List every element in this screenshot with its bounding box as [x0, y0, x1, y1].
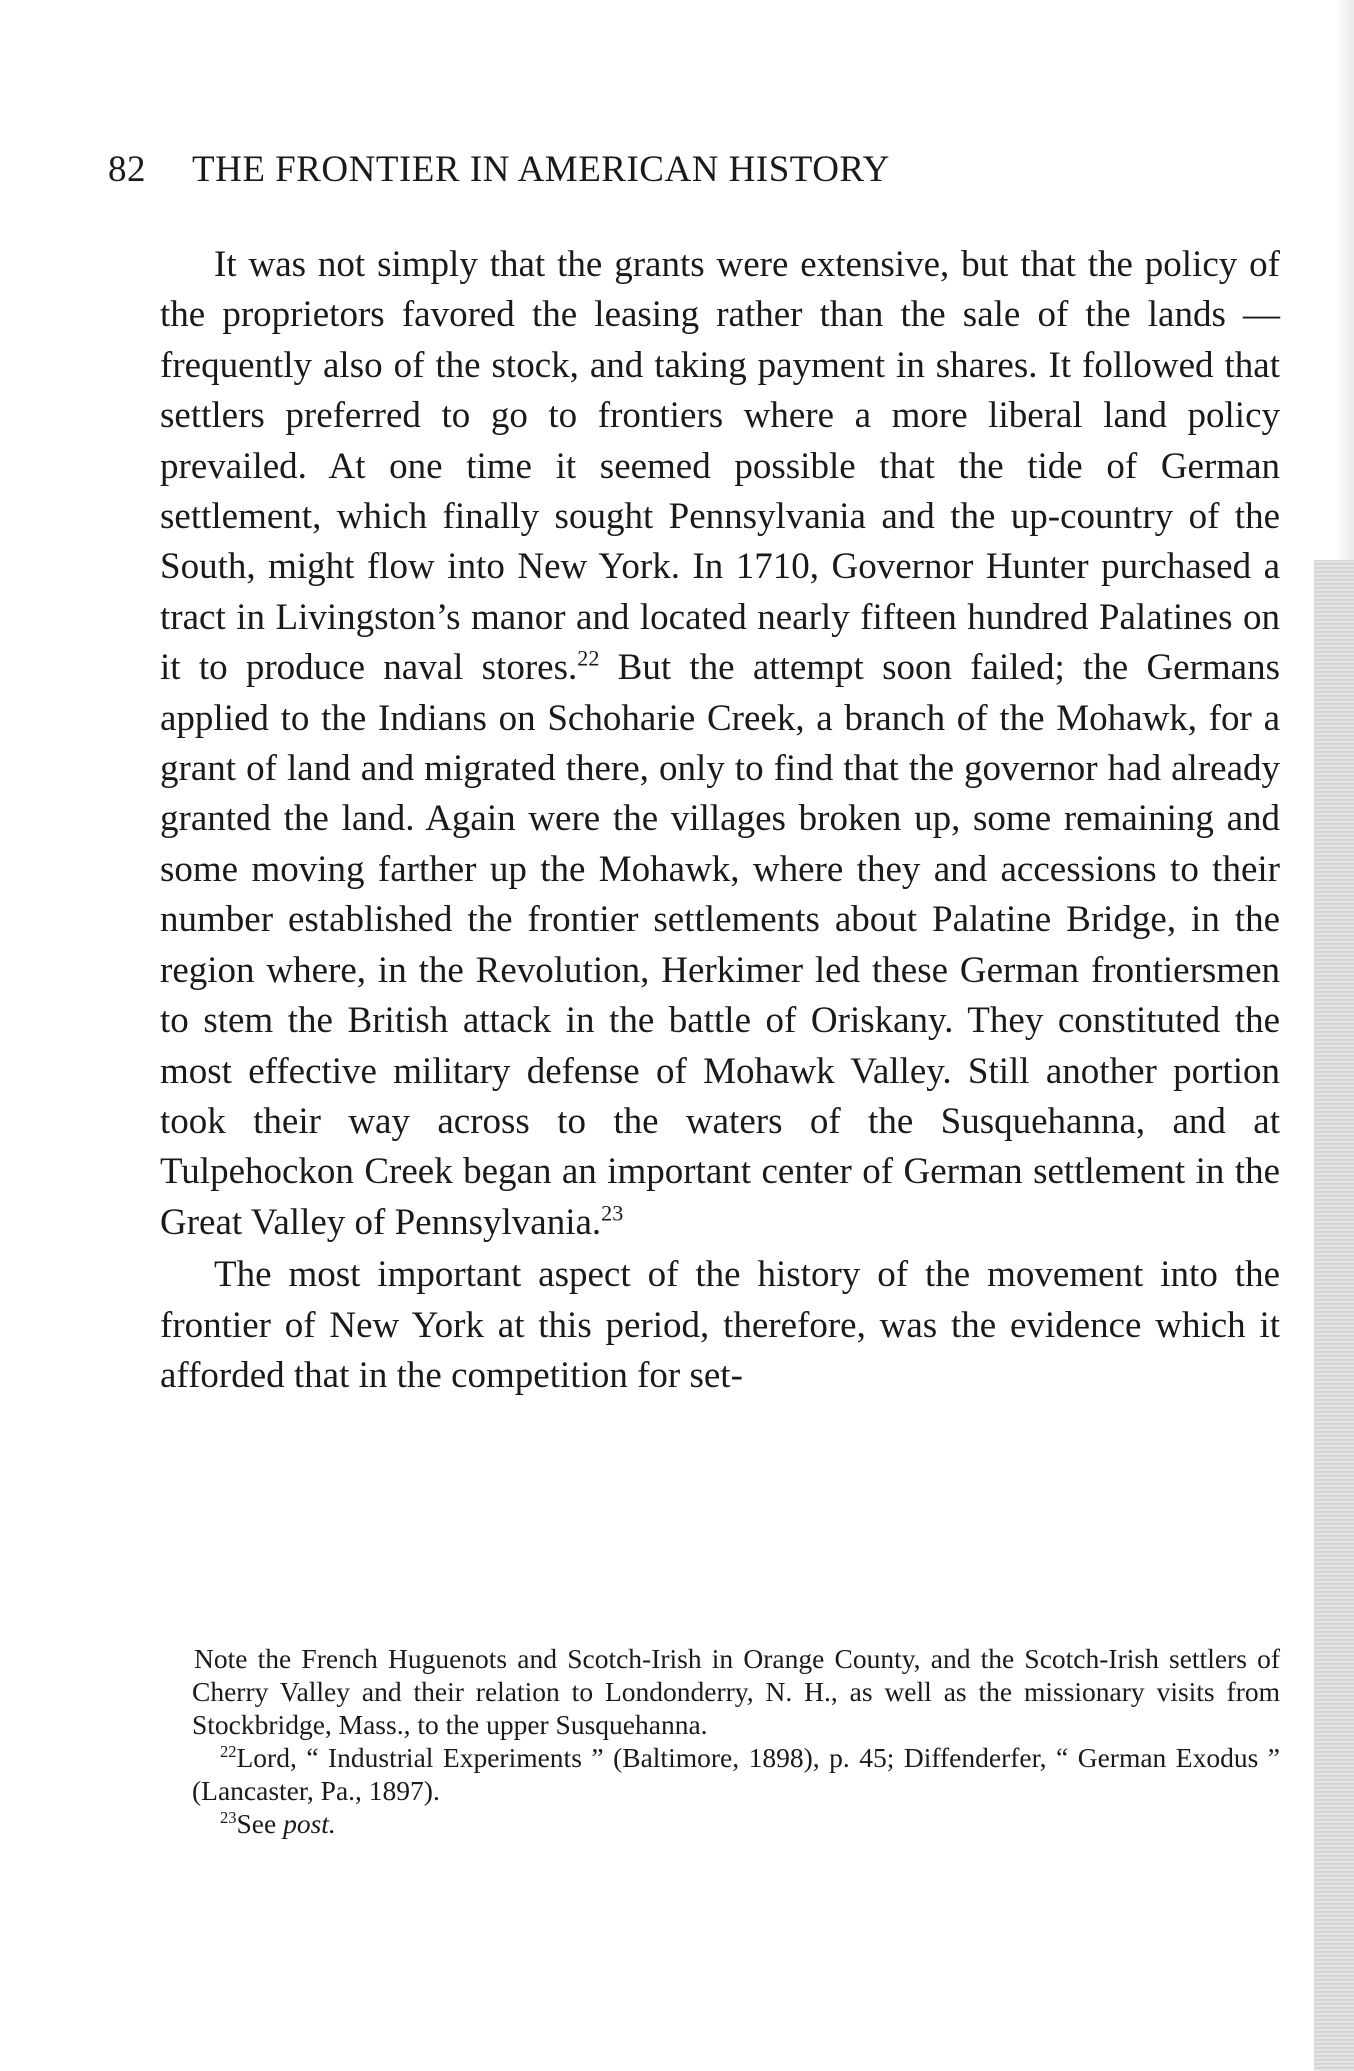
footnote-reference: 23 [601, 1200, 624, 1226]
footnote-22 [192, 1741, 1280, 1807]
footnote-reference: 22 [577, 645, 600, 671]
binding-edge [1314, 560, 1354, 2071]
footnote-23 [192, 1807, 1280, 1840]
running-head [108, 148, 1148, 198]
footnote-marker: 23 [220, 1807, 237, 1827]
paragraph-text: But the attempt soon failed; the Germans applied to the Indians on Schoharie Creek, a branch of the Mohawk, for a grant of land and migrated there, only to find that the governor had already granted the land. Again were the villages broken up, some remaining and some moving farther up the Mohawk, where they and accessions to their number established the frontier settlements about Palatine Bridge, in the region where, in the Revolution, Herkimer led these German frontiersmen to stem the British attack in the battle of Oriskany. They constituted the most effective military defense of Mohawk Valley. Still another portion took their way across to the waters of the Susquehanna, and at Tulpehockon Creek began an important center of German settlement in the Great Valley of Pennsylvania. [160, 647, 1281, 1243]
gutter-shadow [1336, 0, 1354, 560]
footnote-text: See [236, 1808, 284, 1839]
paragraph-text: It was not simply that the grants were extensive, but that the policy of the proprietors favored the leasing rather than the sale of the lands — frequently also of the stock, and taking payment in shares. It followed that settlers preferred to go to frontiers where a more liberal land policy prevailed. At one time it seemed possible that the tide of German settlement, which finally sought Pennsylvania and the up-country of the South, might flow into New York. In 1710, Governor Hunter purchased a tract in Livingston’s manor and located nearly fifteen hundred Palatines on it to produce naval stores. [160, 244, 1280, 689]
main-text [160, 240, 1280, 1401]
paragraph [160, 1250, 1280, 1401]
footnotes [192, 1642, 1280, 1840]
paragraph-text: The most important aspect of the history of the movement into the frontier of New York at this period, therefore, was the evidence which it afforded that in the competition for set- [160, 1254, 1280, 1396]
footnote-text: Lord, “ Industrial Experiments ” (Baltimore, 1898), p. 45; Diffenderfer, “ German Exodus ” (Lancaster, Pa., 1897). [192, 1742, 1280, 1806]
footnote-marker: 22 [220, 1741, 237, 1761]
footnote-continued: Note the French Huguenots and Scotch-Irish in Orange County, and the Scotch-Irish settlers of Cherry Valley and their relation to Londonderry, N. H., as well as the missionary visits from Stockbridge, Mass., to the upper Susquehanna. [192, 1643, 1280, 1740]
page-number: 82 [108, 149, 146, 190]
paragraph [160, 240, 1280, 1248]
footnote-italic-text: post. [283, 1808, 336, 1839]
running-title: THE FRONTIER IN AMERICAN HISTORY [192, 149, 890, 190]
